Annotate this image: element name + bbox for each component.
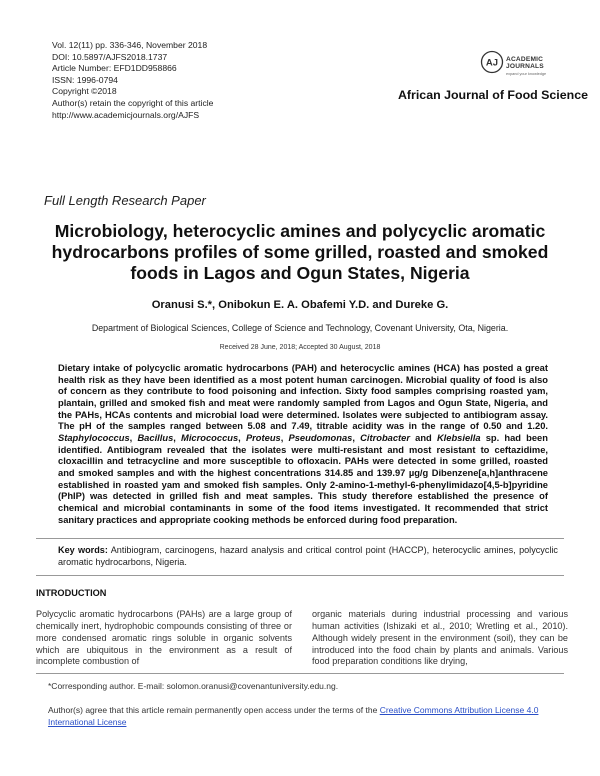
license-link[interactable]: Creative Commons Attribution License 4.0 International License: [48, 705, 539, 727]
affiliation: Department of Biological Sciences, College of Science and Technology, Covenant University, Ota, Nigeria.: [91, 323, 509, 333]
logo-name-line-1: ACADEMIC: [506, 56, 544, 63]
abstract: Dietary intake of polycyclic aromatic hydrocarbons (PAH) and heterocyclic amines (HCA) has posted a great health risk as they have been identified as a most potent human carcinogen. Microbial quality of food is also of concern as they contribute to food poisoning and infection. Sixty food samples comprising roasted yam, plantain, grilled and smoked fish and meat were randomly sampled from Lagos and Ogun State, Nigeria, and the PAHs, HCAs contents and microbial load were determined. Isolates were subjected to antibiogram assay. The pH of the samples ranged between 5.08 and 7.49, titrable acidity was in the range of 0.50 and 1.20. Staphylococcus, Bacillus, Micrococcus, Proteus, Pseudomonas, Citrobacter and Klebsiella sp. had been identified. Antibiogram revealed that the isolates were multi-resistant and most resistant to ceftazidime, cloxacillin and tetracycline and more susceptible to ofloxacin. PAHs were detected in some grilled, roasted and smoked samples and with the highest concentrations 314.85 and 139.97 µg/g Dibenzene[a,h]anthracene established in roasted yam and smoked fish samples. Only 2-amino-1-methyl-6-phenylimidazo[4,5-b]pyridine (PhIP) was detected in grilled fish and meat samples. This study therefore established the presence of chemical and microbial contaminants in some of the food items investigated. It recommended that strict sanitary practices and appropriate cooking methods be enforced during food preparation.: [58, 363, 548, 525]
corresponding-author-note: *Corresponding author. E-mail: solomon.oranusi@covenantuniversity.edu.ng.: [48, 681, 339, 691]
introduction-column-left: Polycyclic aromatic hydrocarbons (PAHs) are a large group of chemically inert, hydrophobic compounds consisting of three or more condensed aromatic rings soluble in organic solvents which are ubiquitous in the environment as a result of incomplete combustion of: [36, 609, 292, 667]
keywords-text: Antibiogram, carcinogens, hazard analysis and critical control point (HACCP), heterocyclic amines, polycyclic aromatic hydrocarbons, Nigeria.: [58, 545, 558, 567]
academic-journals-logo-icon: [480, 50, 504, 74]
organism-pseudomonas: Pseudomonas: [288, 432, 353, 443]
license-text: Author(s) agree that this article remain permanently open access under the terms of the: [48, 705, 378, 715]
article-metadata: [52, 40, 213, 121]
paper-type: Full Length Research Paper: [44, 193, 206, 208]
meta-doi: DOI: 10.5897/AJFS2018.1737: [52, 51, 168, 62]
meta-volume: Vol. 12(11) pp. 336-346, November 2018: [52, 40, 208, 50]
organism-bacillus: Bacillus: [137, 432, 174, 443]
organism-micrococcus: Micrococcus: [181, 432, 239, 443]
meta-article-number: Article Number: EFD1DD958866: [52, 63, 177, 74]
logo-mark: AJ: [485, 57, 499, 69]
meta-issn: ISSN: 1996-0794: [52, 74, 118, 85]
logo-tagline: expand your knowledge: [506, 72, 547, 76]
logo-wordmark: [506, 56, 544, 70]
meta-url[interactable]: http://www.academicjournals.org/AJFS: [52, 109, 200, 120]
received-dates: Received 28 June, 2018; Accepted 30 August, 2018: [219, 344, 381, 351]
logo-name-line-2: JOURNALS: [506, 63, 544, 71]
journal-name: African Journal of Food Science: [397, 88, 588, 102]
authors: Oranusi S.*, Onibokun E. A. Obafemi Y.D. and Dureke G.: [151, 299, 449, 311]
abstract-text-2: sp. had been identified. Antibiogram revealed that the isolates were multi-resistant and most resistant to ceftazidime, cloxacillin and tetracycline and more susceptible to ofloxacin. PAHs were detected in some grilled, roasted and smoked samples and with the highest concentrations 314.85 and 139.97 µg/g Dibenzene[a,h]anthracene established in roasted yam and smoked fish samples. Only 2-amino-1-methyl-6-phenylimidazo[4,5-b]pyridine (PhIP) was detected in grilled fish and meat samples. This study therefore established the presence of chemical and microbial contaminants in some of the food items investigated. It recommended that strict sanitary practices and appropriate cooking methods be enforced during food preparation.: [58, 432, 548, 525]
introduction-column-right: organic materials during industrial processing and various human activities (Ishizaki et al., 2010; Wretling et al., 2010). Although widely present in the environment (soil), they can be introduced into the food chain by plants and animals. Various food preparation conditions like drying,: [312, 609, 568, 667]
organism-staphylococcus: Staphylococcus: [58, 432, 130, 443]
abstract-text-1: Dietary intake of polycyclic aromatic hydrocarbons (PAH) and heterocyclic amines (HCA) has posted a great health risk as they have been identified as a most potent human carcinogen. Microbial quality of food is also of concern as they contribute to food poisoning and infection. Sixty food samples comprising roasted yam, plantain, grilled and smoked fish and meat were randomly sampled from Lagos and Ogun State, Nigeria, and the PAHs, HCAs contents and microbial load were determined. Isolates were subjected to antibiogram assay. The pH of the samples ranged between 5.08 and 7.49, titrable acidity was in the range of 0.50 and 1.20.: [58, 363, 548, 432]
meta-copyright-note: Author(s) retain the copyright of this article: [52, 97, 214, 108]
license-statement: [48, 705, 568, 728]
abstract-divider: [36, 538, 564, 539]
keywords-divider: [36, 575, 564, 576]
introduction-heading: INTRODUCTION: [36, 588, 107, 598]
paper-title: Microbiology, heterocyclic amines and polycyclic aromatic hydrocarbons profiles of some grilled, roasted and smoked foods in Lagos and Ogun States, Nigeria: [51, 221, 549, 283]
organism-proteus: Proteus: [245, 432, 281, 443]
meta-copyright: Copyright ©2018: [52, 86, 117, 97]
organism-citrobacter: Citrobacter: [360, 432, 410, 443]
keywords-label: Key words:: [58, 545, 108, 555]
organism-klebsiella: Klebsiella: [436, 432, 481, 443]
keywords: [58, 545, 558, 568]
footnote-divider: [36, 673, 564, 674]
abstract-and: and: [415, 432, 432, 443]
